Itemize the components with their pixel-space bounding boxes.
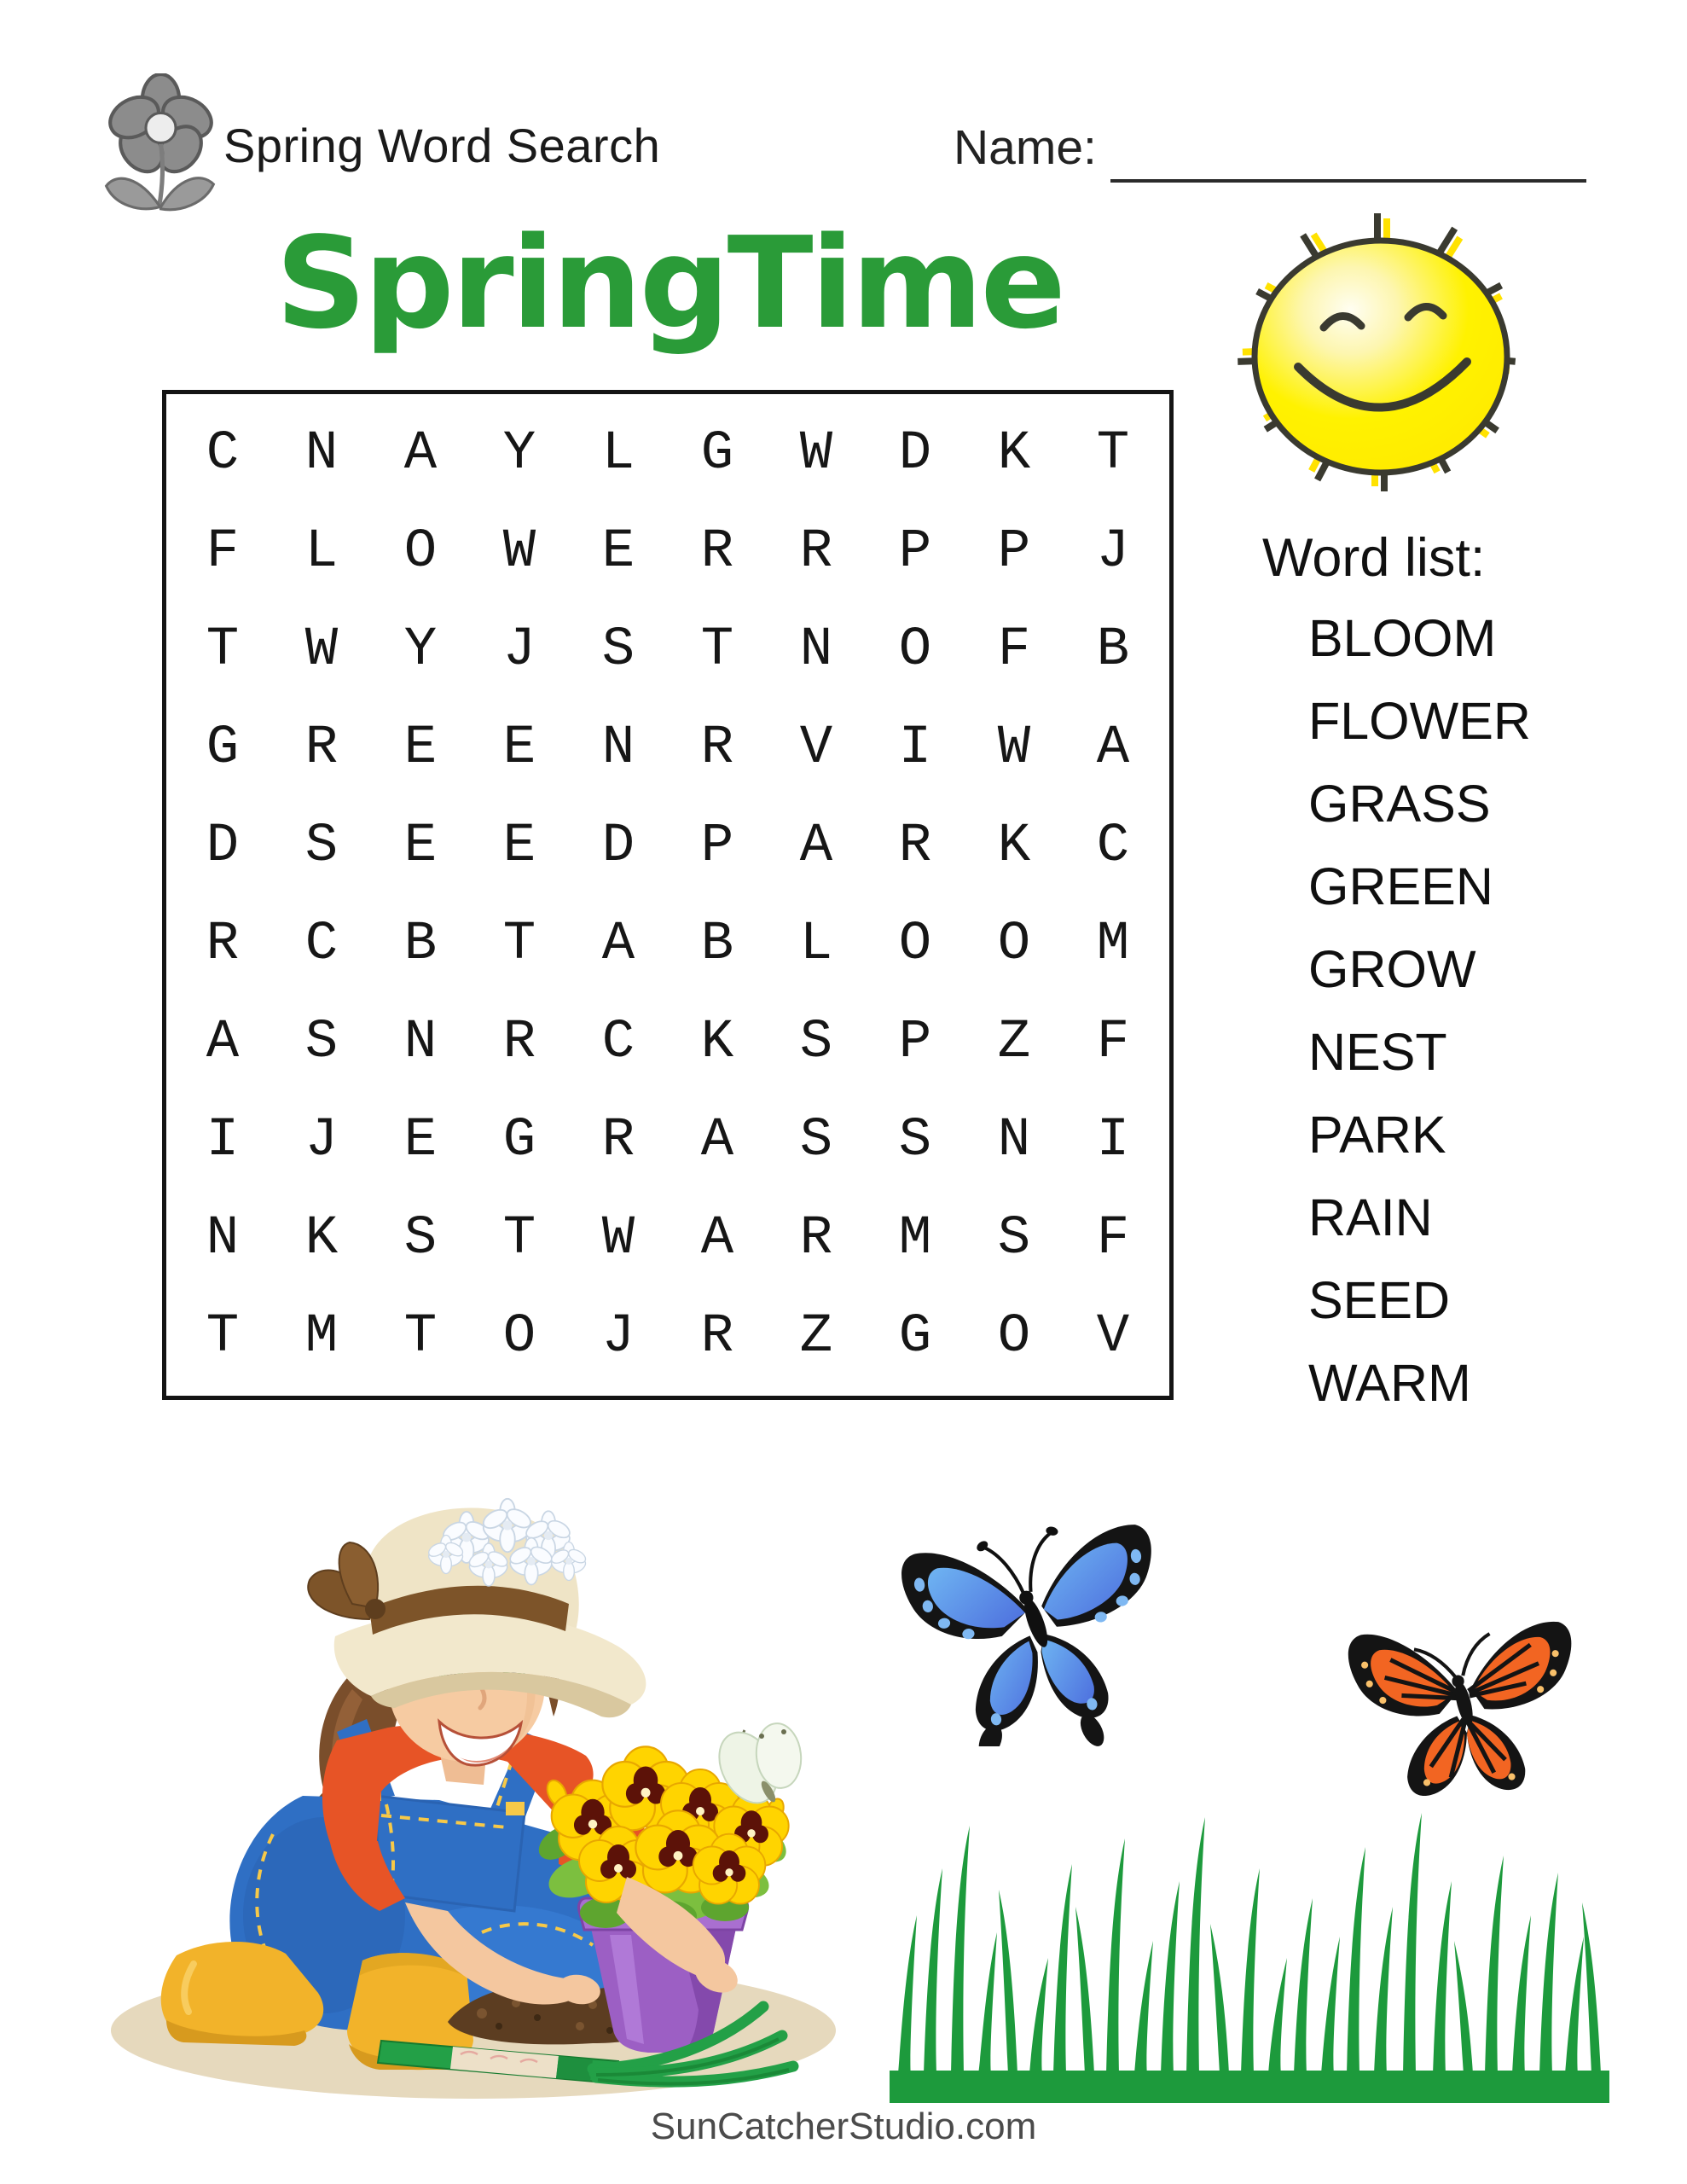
grid-cell-r9c3: S bbox=[403, 1207, 438, 1269]
grid-cell-r10c1: T bbox=[206, 1305, 240, 1368]
grid-cell-r3c1: T bbox=[206, 619, 240, 681]
grid-cell-r7c2: S bbox=[304, 1011, 339, 1073]
grid-cell-r4c9: W bbox=[997, 717, 1031, 779]
puzzle-title: SpringTime bbox=[275, 210, 1064, 357]
grid-cell-r7c5: C bbox=[601, 1011, 635, 1073]
grid-cell-r6c5: A bbox=[601, 913, 635, 975]
grid-cell-r9c2: K bbox=[304, 1207, 339, 1269]
grid-cell-r10c10: V bbox=[1096, 1305, 1130, 1368]
grid-cell-r10c5: J bbox=[601, 1305, 635, 1368]
word-list-item-green: GREEN bbox=[1308, 857, 1493, 915]
grid-cell-r7c9: Z bbox=[997, 1011, 1031, 1073]
grid-cell-r5c6: P bbox=[700, 815, 734, 877]
grid-cell-r6c8: O bbox=[898, 913, 932, 975]
grid-cell-r6c3: B bbox=[403, 913, 438, 975]
grid-cell-r7c10: F bbox=[1096, 1011, 1130, 1073]
grid-cell-r9c5: W bbox=[601, 1207, 635, 1269]
grid-cell-r5c8: R bbox=[898, 815, 932, 877]
grid-cell-r6c2: C bbox=[304, 913, 339, 975]
grid-cell-r1c3: A bbox=[403, 422, 438, 485]
grid-cell-r9c6: A bbox=[700, 1207, 734, 1269]
grid-cell-r5c1: D bbox=[206, 815, 240, 877]
grid-cell-r4c4: E bbox=[502, 717, 536, 779]
grid-cell-r8c3: E bbox=[403, 1109, 438, 1171]
grid-cell-r1c8: D bbox=[898, 422, 932, 485]
grid-cell-r10c9: O bbox=[997, 1305, 1031, 1368]
grid-cell-r3c2: W bbox=[304, 619, 339, 681]
blue-butterfly-icon bbox=[897, 1486, 1166, 1746]
grid-cell-r9c9: S bbox=[997, 1207, 1031, 1269]
grid-cell-r4c5: N bbox=[601, 717, 635, 779]
girl-gardening-illustration bbox=[81, 1433, 874, 2129]
word-list-item-grass: GRASS bbox=[1308, 775, 1491, 833]
grid-cell-r8c7: S bbox=[799, 1109, 833, 1171]
grid-cell-r5c4: E bbox=[502, 815, 536, 877]
grid-cell-r6c6: B bbox=[700, 913, 734, 975]
grid-cell-r4c3: E bbox=[403, 717, 438, 779]
grid-cell-r3c9: F bbox=[997, 619, 1031, 681]
grid-cell-r8c6: A bbox=[700, 1109, 734, 1171]
word-list-item-grow: GROW bbox=[1308, 940, 1476, 998]
grid-cell-r1c10: T bbox=[1096, 422, 1130, 485]
word-list-item-flower: FLOWER bbox=[1308, 692, 1531, 750]
grid-cell-r2c6: R bbox=[700, 520, 734, 583]
grid-cell-r4c10: A bbox=[1096, 717, 1130, 779]
grid-cell-r2c5: E bbox=[601, 520, 635, 583]
orange-butterfly-icon bbox=[1341, 1580, 1584, 1802]
word-list-item-warm: WARM bbox=[1308, 1354, 1471, 1412]
grid-cell-r2c7: R bbox=[799, 520, 833, 583]
grid-cell-r8c5: R bbox=[601, 1109, 635, 1171]
grid-cell-r10c7: Z bbox=[799, 1305, 833, 1368]
grid-cell-r9c7: R bbox=[799, 1207, 833, 1269]
grid-cell-r5c5: D bbox=[601, 815, 635, 877]
sun-face bbox=[1255, 241, 1507, 473]
grid-cell-r2c9: P bbox=[997, 520, 1031, 583]
grid-cell-r6c10: M bbox=[1096, 913, 1130, 975]
word-list-item-nest: NEST bbox=[1308, 1023, 1447, 1081]
grid-cell-r4c7: V bbox=[799, 717, 833, 779]
grid-cell-r1c1: C bbox=[206, 422, 240, 485]
grid-cells bbox=[166, 394, 1169, 1396]
grid-cell-r7c1: A bbox=[206, 1011, 240, 1073]
word-list-item-rain: RAIN bbox=[1308, 1188, 1433, 1246]
word-list-item-park: PARK bbox=[1308, 1106, 1446, 1164]
grid-cell-r10c6: R bbox=[700, 1305, 734, 1368]
gray-flower-icon bbox=[99, 73, 223, 214]
grid-cell-r7c6: K bbox=[700, 1011, 734, 1073]
grid-cell-r2c3: O bbox=[403, 520, 438, 583]
grid-cell-r4c6: R bbox=[700, 717, 734, 779]
grid-cell-r4c8: I bbox=[898, 717, 932, 779]
worksheet-title: Spring Word Search bbox=[223, 119, 661, 172]
grid-cell-r10c4: O bbox=[502, 1305, 536, 1368]
grid-cell-r3c3: Y bbox=[403, 619, 438, 681]
grid-cell-r7c3: N bbox=[403, 1011, 438, 1073]
grid-cell-r10c3: T bbox=[403, 1305, 438, 1368]
grid-cell-r6c9: O bbox=[997, 913, 1031, 975]
word-list-item-seed: SEED bbox=[1308, 1271, 1451, 1329]
grid-cell-r9c8: M bbox=[898, 1207, 932, 1269]
grid-cell-r8c4: G bbox=[502, 1109, 536, 1171]
grid-cell-r8c10: I bbox=[1096, 1109, 1130, 1171]
grid-cell-r6c7: L bbox=[799, 913, 833, 975]
grid-cell-r1c9: K bbox=[997, 422, 1031, 485]
grid-cell-r1c6: G bbox=[700, 422, 734, 485]
grid-cell-r3c7: N bbox=[799, 619, 833, 681]
site-credit: SunCatcherStudio.com bbox=[650, 2106, 1037, 2147]
grid-cell-r5c10: C bbox=[1096, 815, 1130, 877]
grid-cell-r9c10: F bbox=[1096, 1207, 1130, 1269]
grid-cell-r3c8: O bbox=[898, 619, 932, 681]
grid-cell-r4c2: R bbox=[304, 717, 339, 779]
grid-cell-r7c4: R bbox=[502, 1011, 536, 1073]
grid-cell-r2c4: W bbox=[502, 520, 536, 583]
grid-cell-r7c7: S bbox=[799, 1011, 833, 1073]
grid-cell-r3c4: J bbox=[502, 619, 536, 681]
grid-cell-r4c1: G bbox=[206, 717, 240, 779]
grid-cell-r1c7: W bbox=[799, 422, 833, 485]
grid-cell-r1c5: L bbox=[601, 422, 635, 485]
grid-cell-r2c1: F bbox=[206, 520, 240, 583]
smiling-sun-icon bbox=[1196, 198, 1566, 508]
grid-cell-r5c3: E bbox=[403, 815, 438, 877]
grid-cell-r1c4: Y bbox=[502, 422, 536, 485]
grid-cell-r10c8: G bbox=[898, 1305, 932, 1368]
name-write-line bbox=[1110, 131, 1586, 183]
grid-cell-r10c2: M bbox=[304, 1305, 339, 1368]
grid-cell-r3c5: S bbox=[601, 619, 635, 681]
grid-cell-r6c4: T bbox=[502, 913, 536, 975]
name-label: Name: bbox=[954, 120, 1097, 175]
grid-cell-r9c4: T bbox=[502, 1207, 536, 1269]
word-search-grid bbox=[162, 390, 1174, 1400]
grid-cell-r9c1: N bbox=[206, 1207, 240, 1269]
grid-cell-r3c10: B bbox=[1096, 619, 1130, 681]
grid-cell-r5c2: S bbox=[304, 815, 339, 877]
grid-cell-r8c1: I bbox=[206, 1109, 240, 1171]
grid-cell-r2c8: P bbox=[898, 520, 932, 583]
word-list-label: Word list: bbox=[1262, 528, 1486, 588]
grid-cell-r5c9: K bbox=[997, 815, 1031, 877]
grid-cell-r8c8: S bbox=[898, 1109, 932, 1171]
girl-hat bbox=[308, 1499, 646, 1717]
grass-icon bbox=[883, 1787, 1616, 2103]
grid-cell-r7c8: P bbox=[898, 1011, 932, 1073]
grid-cell-r6c1: R bbox=[206, 913, 240, 975]
grid-cell-r8c2: J bbox=[304, 1109, 339, 1171]
grid-cell-r3c6: T bbox=[700, 619, 734, 681]
grid-cell-r8c9: N bbox=[997, 1109, 1031, 1171]
grid-cell-r5c7: A bbox=[799, 815, 833, 877]
grid-cell-r2c10: J bbox=[1096, 520, 1130, 583]
grid-cell-r2c2: L bbox=[304, 520, 339, 583]
word-list-item-bloom: BLOOM bbox=[1308, 609, 1497, 667]
word-list bbox=[1308, 597, 1531, 1425]
grid-cell-r1c2: N bbox=[304, 422, 339, 485]
